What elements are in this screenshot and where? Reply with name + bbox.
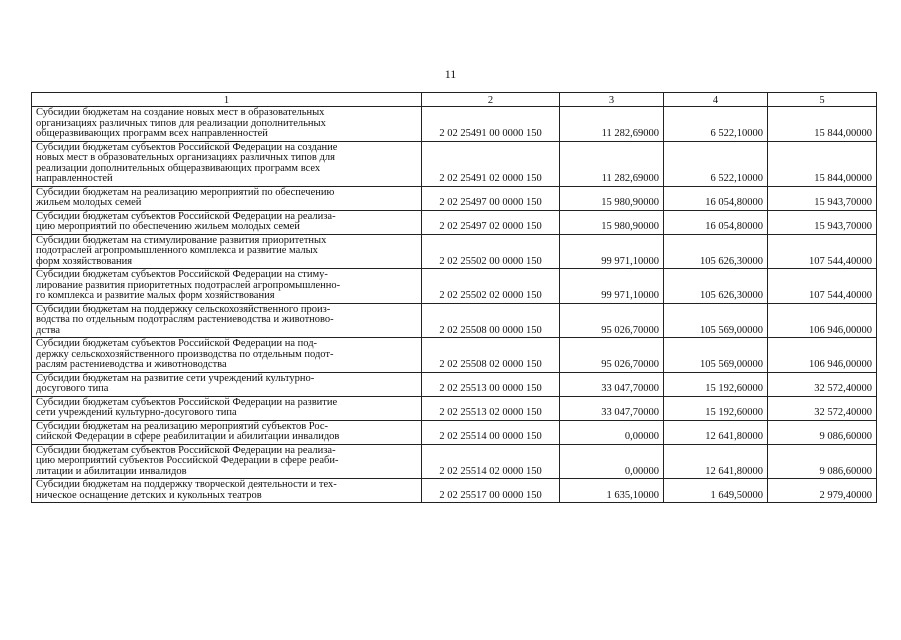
row-name-cell bbox=[32, 234, 422, 269]
row-value-col3: 11 282,69000 bbox=[560, 141, 664, 186]
row-name-cell bbox=[32, 210, 422, 234]
table-row bbox=[32, 303, 877, 338]
row-code-cell: 2 02 25491 02 0000 150 bbox=[422, 141, 560, 186]
row-name-text: Субсидии бюджетам на реализацию мероприятий по обеспечению жильем молодых семей bbox=[36, 186, 335, 208]
row-value-col3: 15 980,90000 bbox=[560, 210, 664, 234]
row-value-col3: 95 026,70000 bbox=[560, 338, 664, 373]
row-name-cell bbox=[32, 479, 422, 503]
row-value-col5: 107 544,40000 bbox=[768, 234, 877, 269]
row-value-col5: 9 086,60000 bbox=[768, 420, 877, 444]
row-value-col3: 0,00000 bbox=[560, 444, 664, 479]
row-value-col5: 15 844,00000 bbox=[768, 107, 877, 142]
table-row bbox=[32, 338, 877, 373]
row-name-cell bbox=[32, 396, 422, 420]
table-row bbox=[32, 372, 877, 396]
row-value-col4: 105 569,00000 bbox=[664, 338, 768, 373]
table-row bbox=[32, 186, 877, 210]
row-value-col4: 15 192,60000 bbox=[664, 372, 768, 396]
row-value-col3: 0,00000 bbox=[560, 420, 664, 444]
row-value-col3: 95 026,70000 bbox=[560, 303, 664, 338]
row-code-cell: 2 02 25491 00 0000 150 bbox=[422, 107, 560, 142]
row-value-col5: 15 943,70000 bbox=[768, 210, 877, 234]
row-name-text: Субсидии бюджетам субъектов Российской Федерации на под- держку сельскохозяйственного производства по отдельным подот- раслям растениеводства и животноводства bbox=[36, 338, 334, 370]
row-code-cell: 2 02 25514 00 0000 150 bbox=[422, 420, 560, 444]
row-value-col4: 16 054,80000 bbox=[664, 186, 768, 210]
row-value-col5: 32 572,40000 bbox=[768, 372, 877, 396]
row-name-cell bbox=[32, 372, 422, 396]
table-row bbox=[32, 107, 877, 142]
header-cell-2: 2 bbox=[422, 93, 560, 107]
row-name-text: Субсидии бюджетам на стимулирование развития приоритетных подотраслей агропромышленного комплекса и развитие малых форм хозяйствования bbox=[36, 234, 327, 267]
row-value-col3: 15 980,90000 bbox=[560, 186, 664, 210]
header-cell-4: 4 bbox=[664, 93, 768, 107]
table-row bbox=[32, 396, 877, 420]
row-value-col4: 105 569,00000 bbox=[664, 303, 768, 338]
row-value-col4: 16 054,80000 bbox=[664, 210, 768, 234]
row-value-col4: 12 641,80000 bbox=[664, 444, 768, 479]
row-name-text: Субсидии бюджетам на поддержку творческой деятельности и тех- ническое оснащение детских и кукольных театров bbox=[36, 479, 337, 501]
row-value-col5: 32 572,40000 bbox=[768, 396, 877, 420]
row-code-cell: 2 02 25497 02 0000 150 bbox=[422, 210, 560, 234]
row-value-col5: 15 943,70000 bbox=[768, 186, 877, 210]
row-name-cell bbox=[32, 338, 422, 373]
table-row bbox=[32, 444, 877, 479]
row-value-col5: 106 946,00000 bbox=[768, 338, 877, 373]
row-code-cell: 2 02 25508 02 0000 150 bbox=[422, 338, 560, 373]
budget-table bbox=[31, 92, 877, 503]
row-name-text: Субсидии бюджетам субъектов Российской Федерации на развитие сети учреждений культурно-досугового типа bbox=[36, 396, 338, 418]
row-value-col4: 105 626,30000 bbox=[664, 234, 768, 269]
row-value-col4: 6 522,10000 bbox=[664, 107, 768, 142]
row-value-col5: 2 979,40000 bbox=[768, 479, 877, 503]
table-row bbox=[32, 420, 877, 444]
header-cell-5: 5 bbox=[768, 93, 877, 107]
row-name-cell bbox=[32, 420, 422, 444]
table-row bbox=[32, 141, 877, 186]
table-row bbox=[32, 269, 877, 304]
row-code-cell: 2 02 25513 00 0000 150 bbox=[422, 372, 560, 396]
table-header-row bbox=[32, 93, 877, 107]
table-row bbox=[32, 210, 877, 234]
row-code-cell: 2 02 25513 02 0000 150 bbox=[422, 396, 560, 420]
row-name-text: Субсидии бюджетам субъектов Российской Федерации на создание новых мест в образовательных организациях различных типов для реализации дополнительных общеразвивающих программ всех направленностей bbox=[36, 141, 338, 184]
row-value-col5: 9 086,60000 bbox=[768, 444, 877, 479]
row-name-cell bbox=[32, 141, 422, 186]
header-cell-3: 3 bbox=[560, 93, 664, 107]
row-value-col4: 1 649,50000 bbox=[664, 479, 768, 503]
row-value-col5: 15 844,00000 bbox=[768, 141, 877, 186]
row-name-cell bbox=[32, 444, 422, 479]
row-name-cell bbox=[32, 107, 422, 142]
row-code-cell: 2 02 25502 00 0000 150 bbox=[422, 234, 560, 269]
row-value-col5: 107 544,40000 bbox=[768, 269, 877, 304]
row-code-cell: 2 02 25508 00 0000 150 bbox=[422, 303, 560, 338]
table-row bbox=[32, 234, 877, 269]
row-code-cell: 2 02 25517 00 0000 150 bbox=[422, 479, 560, 503]
row-name-text: Субсидии бюджетам на развитие сети учреждений культурно- досугового типа bbox=[36, 372, 315, 394]
row-name-text: Субсидии бюджетам субъектов Российской Федерации на стиму- лирование развития приоритетных подотраслей агропромышленно- го комплекса и развитие малых форм хозяйствования bbox=[36, 269, 341, 301]
table-row bbox=[32, 479, 877, 503]
row-value-col3: 99 971,10000 bbox=[560, 234, 664, 269]
row-value-col3: 99 971,10000 bbox=[560, 269, 664, 304]
row-value-col4: 12 641,80000 bbox=[664, 420, 768, 444]
row-value-col3: 33 047,70000 bbox=[560, 372, 664, 396]
row-value-col3: 33 047,70000 bbox=[560, 396, 664, 420]
row-name-text: Субсидии бюджетам на реализацию мероприятий субъектов Рос- сийской Федерации в сфере реабилитации и абилитации инвалидов bbox=[36, 420, 340, 442]
row-code-cell: 2 02 25502 02 0000 150 bbox=[422, 269, 560, 304]
row-name-cell bbox=[32, 303, 422, 338]
row-value-col4: 15 192,60000 bbox=[664, 396, 768, 420]
row-value-col3: 1 635,10000 bbox=[560, 479, 664, 503]
row-name-text: Субсидии бюджетам на поддержку сельскохозяйственного произ- водства по отдельным подотраслям растениеводства и животново- дства bbox=[36, 303, 334, 336]
row-value-col4: 105 626,30000 bbox=[664, 269, 768, 304]
row-value-col3: 11 282,69000 bbox=[560, 107, 664, 142]
row-code-cell: 2 02 25497 00 0000 150 bbox=[422, 186, 560, 210]
row-value-col5: 106 946,00000 bbox=[768, 303, 877, 338]
row-name-cell bbox=[32, 269, 422, 304]
row-name-text: Субсидии бюджетам субъектов Российской Федерации на реализа- цию мероприятий по обеспечению жильем молодых семей bbox=[36, 210, 336, 232]
row-code-cell: 2 02 25514 02 0000 150 bbox=[422, 444, 560, 479]
row-name-cell bbox=[32, 186, 422, 210]
row-value-col4: 6 522,10000 bbox=[664, 141, 768, 186]
page-number: 11 bbox=[444, 67, 457, 81]
row-name-text: Субсидии бюджетам на создание новых мест в образовательных организациях различных типов для реализации дополнительных общеразвивающих программ всех направленностей bbox=[36, 107, 326, 139]
header-cell-1: 1 bbox=[32, 93, 422, 107]
row-name-text: Субсидии бюджетам субъектов Российской Федерации на реализа- цию мероприятий субъектов Российской Федерации в сфере реаби- литации и абилитации инвалидов bbox=[36, 444, 339, 477]
